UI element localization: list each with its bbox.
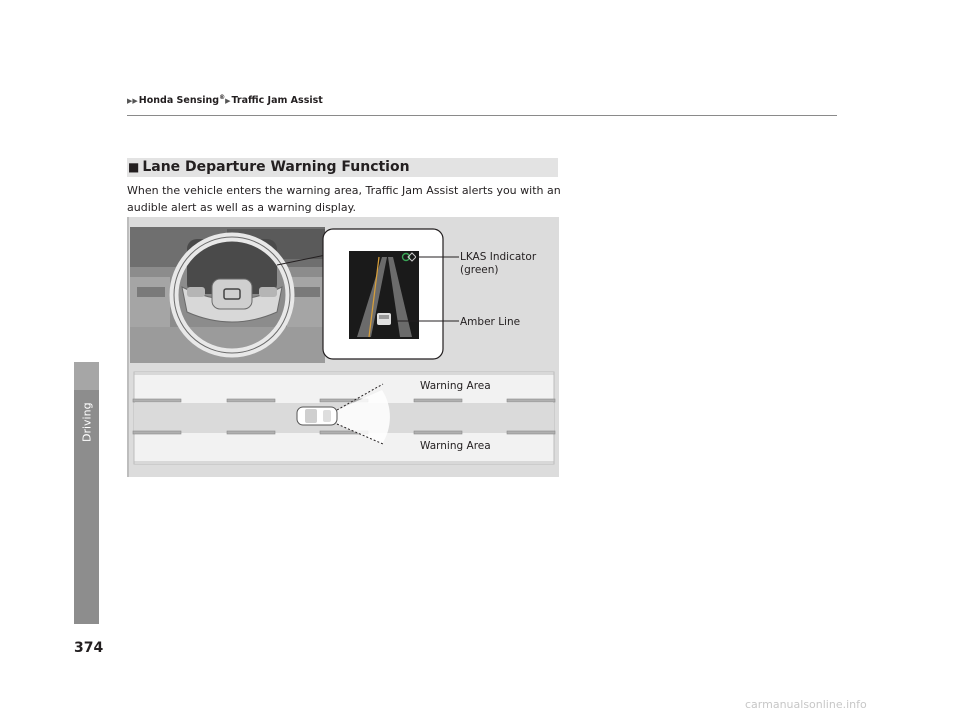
lane-departure-figure (127, 217, 559, 477)
breadcrumb-arrow-icon: ▶ (225, 97, 231, 106)
watermark[interactable]: carmanualsonline.info (745, 698, 867, 711)
section-title-text: Lane Departure Warning Function (142, 159, 410, 175)
registered-mark: ® (219, 94, 226, 101)
header-divider (127, 115, 837, 116)
breadcrumb-item-honda-sensing[interactable]: Honda Sensing (138, 95, 220, 107)
road-diagram (133, 372, 555, 464)
section-title (128, 158, 410, 177)
lkas-indicator-label: LKAS Indicator (460, 251, 537, 263)
breadcrumb-arrow-icon: ▶▶ (127, 97, 138, 106)
section-marker-icon: ■ (128, 160, 140, 174)
breadcrumb-item-traffic-jam-assist[interactable]: Traffic Jam Assist (231, 95, 323, 107)
warning-area-top-label: Warning Area (420, 380, 491, 392)
amber-line-label: Amber Line (460, 316, 521, 328)
warning-area-bottom-label: Warning Area (420, 440, 491, 452)
figure-left-edge (127, 217, 129, 477)
page-number: 374 (74, 640, 104, 656)
lkas-indicator-label-sub: (green) (460, 264, 499, 276)
body-paragraph: When the vehicle enters the warning area, Traffic Jam Assist alerts you with an audible alert as well as a warning display. (127, 184, 561, 214)
breadcrumb (127, 94, 323, 106)
dashboard-illustration (130, 227, 325, 363)
side-tab-label: Driving (80, 402, 94, 442)
side-tab-highlight (74, 362, 99, 390)
